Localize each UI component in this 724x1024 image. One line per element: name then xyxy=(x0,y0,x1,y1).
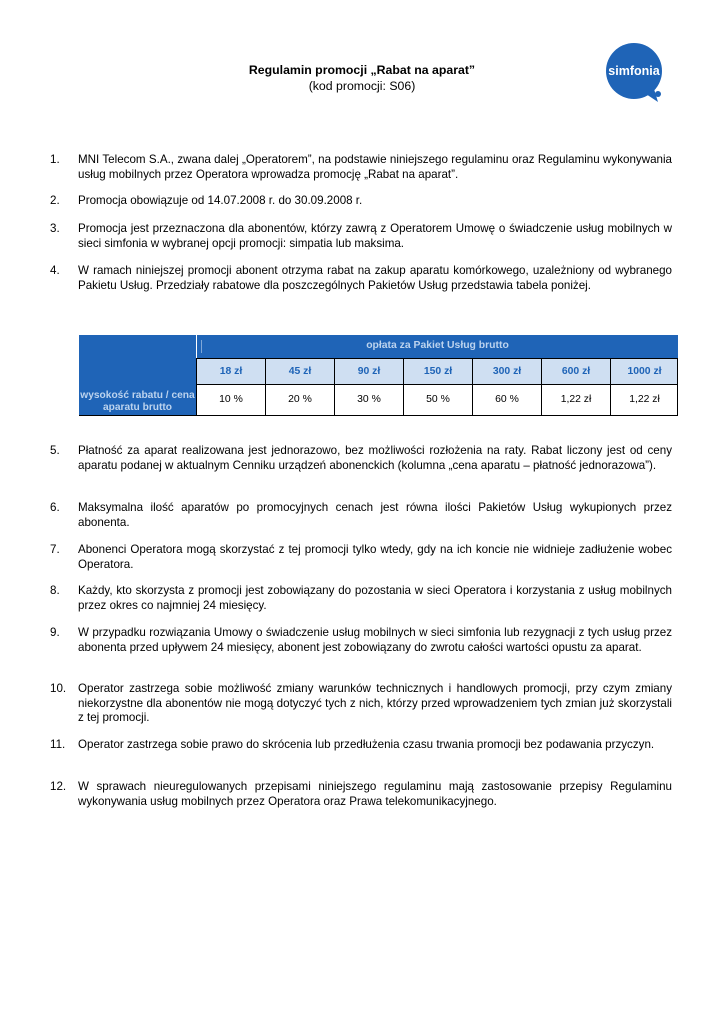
table-column-header: 300 zł xyxy=(473,359,541,384)
discount-table xyxy=(79,335,678,416)
table-header-cell xyxy=(197,335,678,358)
item-text: Maksymalna ilość aparatów po promocyjnych cenach jest równa ilości Pakietów Usług wykupionych przez abonenta. xyxy=(78,501,672,529)
grid-line xyxy=(334,358,335,416)
table-column-header: 150 zł xyxy=(404,359,472,384)
item-text: Każdy, kto skorzysta z promocji jest zobowiązany do pozostania w sieci Operatora i korzystania z usług mobilnych przez okres co najmniej 24 miesięcy. xyxy=(78,584,672,612)
simfonia-logo xyxy=(602,42,672,104)
table-row-label: wysokość rabatu / cena aparatu brutto xyxy=(80,390,195,413)
table-column-header: 600 zł xyxy=(542,359,610,384)
grid-line xyxy=(196,384,678,385)
item-text: Operator zastrzega sobie prawo do skrócenia lub przedłużenia czasu trwania promocji bez podawania przyczyn. xyxy=(78,738,655,751)
item-number: 10. xyxy=(50,682,67,695)
table-cell: 1,22 zł xyxy=(611,385,678,415)
grid-line xyxy=(196,358,197,416)
item-text: W przypadku rozwiązania Umowy o świadczenie usług mobilnych w sieci simfonia lub rezygnacji z tych usług przez abonenta przed upływem 24 miesięcy, abonent jest zobowiązany do zwrotu całości wartości opustu za aparat. xyxy=(78,626,672,654)
table-cell: 60 % xyxy=(473,385,541,415)
item-number: 1. xyxy=(50,153,60,166)
table-column-header: 90 zł xyxy=(335,359,403,384)
table-column-header: 18 zł xyxy=(197,359,265,384)
item-number: 5. xyxy=(50,444,60,457)
item-text: W sprawach nieuregulowanych przepisami niniejszego regulaminu mają zastosowanie przepisy Regulaminu wykonywania usług mobilnych przez Operatora oraz Prawa telekomunikacyjnego. xyxy=(78,780,672,808)
grid-line xyxy=(472,358,473,416)
item-number: 11. xyxy=(50,738,66,751)
item-number: 2. xyxy=(50,194,60,207)
grid-line xyxy=(677,358,678,416)
item-text: W ramach niniejszej promocji abonent otrzyma rabat na zakup aparatu komórkowego, uzależniony od wybranego Pakietu Usług. Przedziały rabatowe dla poszczególnych Pakietów Usług przedstawia tabela poniżej. xyxy=(78,264,672,292)
item-number: 4. xyxy=(50,264,60,277)
item-number: 3. xyxy=(50,222,60,235)
grid-line xyxy=(610,358,611,416)
table-column-header: 1000 zł xyxy=(611,359,678,384)
grid-line xyxy=(196,358,678,359)
item-text: Abonenci Operatora mogą skorzystać z tej promocji tylko wtedy, gdy na ich koncie nie widnieje zadłużenie wobec Operatora. xyxy=(78,543,672,571)
table-column-header: 45 zł xyxy=(266,359,334,384)
item-number: 6. xyxy=(50,501,60,514)
item-text: Promocja jest przeznaczona dla abonentów, którzy zawrą z Operatorem Umowę o świadczenie usług mobilnych w sieci simfonia w wybranej opcji promocji: simpatia lub maksima. xyxy=(78,222,672,250)
grid-line xyxy=(403,358,404,416)
item-number: 8. xyxy=(50,584,60,597)
grid-line xyxy=(541,358,542,416)
table-cell: 50 % xyxy=(404,385,472,415)
table-header: opłata za Pakiet Usług brutto xyxy=(366,340,509,351)
table-cell: 30 % xyxy=(335,385,403,415)
item-text: Operator zastrzega sobie możliwość zmiany warunków technicznych i handlowych promocji, przy czym zmiany niekorzystne dla abonentów nie mogą dotyczyć tych z nich, którzy przed wprowadzeniem tych zmian już skorzystali z tej promocji. xyxy=(78,682,672,725)
item-number: 7. xyxy=(50,543,60,556)
item-number: 12. xyxy=(50,780,67,793)
page-subtitle: (kod promocji: S06) xyxy=(308,79,416,93)
grid-line xyxy=(265,358,266,416)
logo-text: simfonia xyxy=(608,64,660,78)
item-text: MNI Telecom S.A., zwana dalej „Operatorem”, na podstawie niniejszego regulaminu oraz Regulaminu wykonywania usług mobilnych przez Operatora wprowadza promocję „Rabat na aparat”. xyxy=(78,153,672,181)
item-text: Promocja obowiązuje od 14.07.2008 r. do 30.09.2008 r. xyxy=(78,194,363,207)
table-row-label-cell xyxy=(79,335,196,416)
grid-line xyxy=(79,415,678,416)
table-cell: 20 % xyxy=(266,385,334,415)
page-title: Regulamin promocji „Rabat na aparat” xyxy=(248,63,476,77)
table-cell: 10 % xyxy=(197,385,265,415)
title-block xyxy=(180,62,544,94)
item-number: 9. xyxy=(50,626,60,639)
item-text: Płatność za aparat realizowana jest jednorazowo, bez możliwości rozłożenia na raty. Rabat liczony jest od ceny aparatu podanej w aktualnym Cenniku urządzeń abonenckich (kolumna „cena aparatu – płatność jednorazowa”). xyxy=(78,444,672,472)
table-cell: 1,22 zł xyxy=(542,385,610,415)
